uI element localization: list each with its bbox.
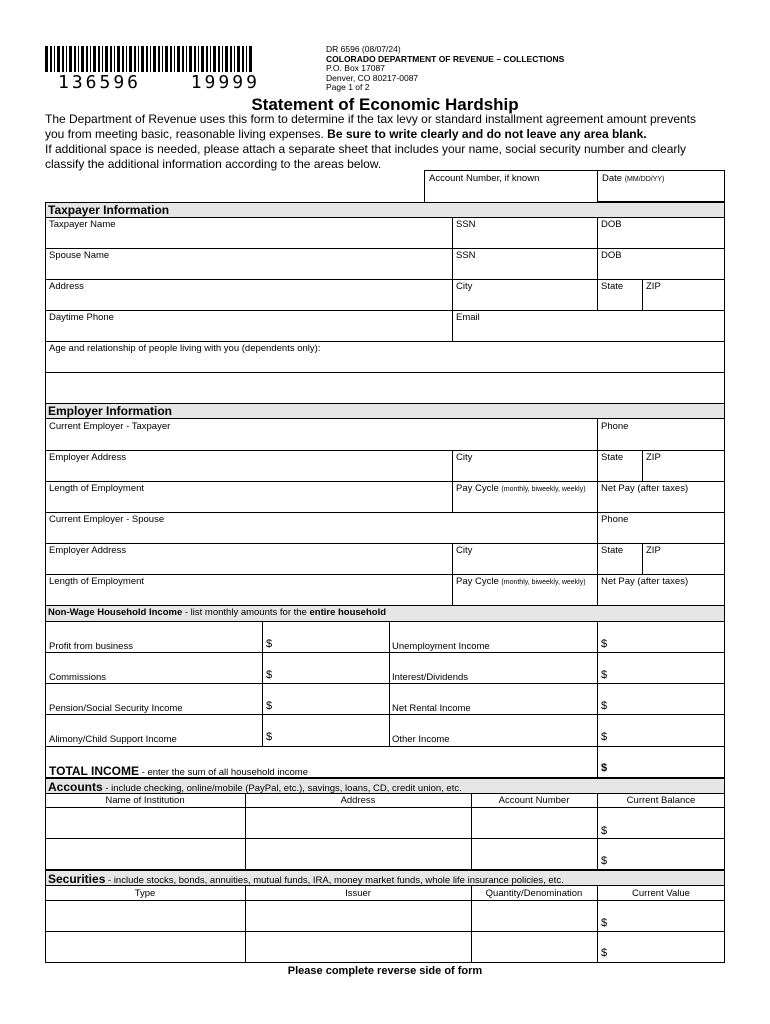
- employer-address-field[interactable]: Employer Address: [49, 452, 127, 463]
- barcode-bar: [74, 46, 76, 72]
- barcode-bar: [81, 46, 84, 72]
- income-heading-note: - list monthly amounts for the: [182, 607, 310, 618]
- barcode-bar: [165, 46, 168, 72]
- accounts-col-address: Address: [340, 795, 376, 806]
- barcode-bar: [201, 46, 204, 72]
- intro-line-3: If additional space is needed, please attach a separate sheet that includes your name, social security number and clearly: [45, 142, 687, 156]
- income-heading-title: Non-Wage Household Income: [48, 607, 183, 618]
- unemployment-income-input[interactable]: $: [601, 638, 608, 650]
- barcode-bar: [102, 46, 103, 72]
- address-field[interactable]: Address: [49, 281, 84, 292]
- barcode-bar: [146, 46, 148, 72]
- barcode-bar: [129, 46, 132, 72]
- barcode-bar: [177, 46, 180, 72]
- barcode-bar: [189, 46, 192, 72]
- spouse-length-of-employment-field[interactable]: Length of Employment: [49, 576, 145, 587]
- barcode-bar: [126, 46, 127, 72]
- barcode-bar: [45, 46, 48, 72]
- barcode-bar: [98, 46, 100, 72]
- spouse-pay-cycle-label: Pay Cycle: [456, 576, 499, 587]
- securities-col-type: Type: [134, 888, 156, 899]
- barcode-bar: [242, 46, 244, 72]
- barcode-bar: [222, 46, 223, 72]
- employer-state-field[interactable]: State: [601, 452, 624, 463]
- footer-note: Please complete reverse side of form: [287, 965, 483, 977]
- account-number-field[interactable]: [424, 170, 598, 202]
- commissions-label: Commissions: [49, 672, 107, 683]
- interest-dividends-label: Interest/Dividends: [392, 672, 469, 683]
- page-number: Page 1 of 2: [326, 82, 370, 92]
- securities-note: - include stocks, bonds, annuities, mutual funds, IRA, money market funds, whole life insurance policies, etc.: [105, 875, 564, 886]
- spouse-pay-cycle-field[interactable]: [456, 576, 586, 587]
- spouse-pay-cycle-note: (monthly, biweekly, weekly): [501, 579, 586, 586]
- profit-from-business-label: Profit from business: [49, 641, 133, 652]
- barcode-bar: [90, 46, 91, 72]
- barcode-bar: [174, 46, 175, 72]
- barcode-bar: [246, 46, 247, 72]
- accounts-col-balance: Current Balance: [626, 795, 696, 806]
- barcode-bar: [206, 46, 208, 72]
- pension-input[interactable]: $: [266, 700, 273, 712]
- department-name: COLORADO DEPARTMENT OF REVENUE – COLLECTIONS: [326, 53, 565, 64]
- security-1-value-input[interactable]: $: [601, 917, 608, 929]
- income-heading-emphasis: entire household: [309, 607, 387, 618]
- barcode-bar: [186, 46, 187, 72]
- daytime-phone-field[interactable]: Daytime Phone: [49, 312, 114, 323]
- employer-city-field[interactable]: City: [456, 452, 473, 463]
- securities-col-quantity: Quantity/Denomination: [485, 888, 583, 899]
- date-label-text: Date: [602, 173, 623, 184]
- commissions-input[interactable]: $: [266, 669, 273, 681]
- barcode-bar: [153, 46, 156, 72]
- city-address: Denver, CO 80217-0087: [326, 72, 419, 83]
- barcode-bar: [114, 46, 115, 72]
- dependents-field[interactable]: Age and relationship of people living with you (dependents only):: [49, 343, 321, 354]
- spouse-employer-address-field[interactable]: Employer Address: [49, 545, 127, 556]
- accounts-col-account-number: Account Number: [498, 795, 570, 806]
- barcode-bar: [213, 46, 216, 72]
- accounts-title: Accounts: [48, 780, 103, 794]
- intro-line-2: [45, 127, 745, 142]
- barcode-bar: [210, 46, 211, 72]
- spouse-ssn-field[interactable]: SSN: [456, 250, 476, 261]
- barcode-bars: [45, 46, 253, 72]
- barcode-bar: [150, 46, 151, 72]
- date-format: (MM/DD/YY): [624, 176, 665, 183]
- barcode-bar: [50, 46, 52, 72]
- pay-cycle-field[interactable]: [456, 483, 586, 494]
- barcode-bar: [225, 46, 228, 72]
- securities-col-value: Current Value: [632, 888, 690, 899]
- barcode-bar: [122, 46, 124, 72]
- date-label: [602, 173, 664, 184]
- dob-field[interactable]: DOB: [601, 219, 622, 230]
- pay-cycle-label: Pay Cycle: [456, 483, 499, 494]
- unemployment-income-label: Unemployment Income: [392, 641, 490, 652]
- barcode-bar: [78, 46, 79, 72]
- account-1-balance-input[interactable]: $: [601, 825, 608, 837]
- total-income-input[interactable]: $: [601, 762, 608, 774]
- form-header: [326, 45, 564, 93]
- account-number-label: Account Number, if known: [429, 173, 540, 184]
- intro-line-4: classify the additional information according to the areas below.: [45, 157, 382, 171]
- alimony-input[interactable]: $: [266, 731, 273, 743]
- barcode-bar: [158, 46, 160, 72]
- intro-text: [45, 112, 745, 172]
- net-rental-income-label: Net Rental Income: [392, 703, 471, 714]
- spouse-dob-field[interactable]: DOB: [601, 250, 622, 261]
- spouse-employer-state-field[interactable]: State: [601, 545, 624, 556]
- employer-zip-field[interactable]: ZIP: [646, 452, 661, 463]
- taxpayer-name-field[interactable]: Taxpayer Name: [49, 219, 116, 230]
- ssn-field[interactable]: SSN: [456, 219, 476, 230]
- barcode-bar: [93, 46, 96, 72]
- barcode-bar: [66, 46, 67, 72]
- intro-line-2b: Be sure to write clearly and do not leave any area blank.: [327, 127, 647, 141]
- total-income-title: TOTAL INCOME: [49, 764, 139, 778]
- spouse-employer-phone-field[interactable]: Phone: [601, 514, 629, 525]
- barcode-bar: [110, 46, 112, 72]
- total-income-note: - enter the sum of all household income: [139, 767, 308, 778]
- profit-from-business-input[interactable]: $: [266, 638, 273, 650]
- net-pay-field[interactable]: Net Pay (after taxes): [601, 483, 689, 494]
- barcode-bar: [86, 46, 88, 72]
- barcode-bar: [237, 46, 240, 72]
- email-field[interactable]: Email: [456, 312, 480, 323]
- zip-field[interactable]: ZIP: [646, 281, 661, 292]
- securities-col-issuer: Issuer: [345, 888, 371, 899]
- other-income-label: Other Income: [392, 734, 450, 745]
- barcode-bar: [69, 46, 72, 72]
- net-rental-income-input[interactable]: $: [601, 700, 608, 712]
- spouse-name-field[interactable]: Spouse Name: [49, 250, 110, 261]
- securities-title: Securities: [48, 872, 106, 886]
- barcode-bar: [54, 46, 55, 72]
- form-id: DR 6596 (08/07/24): [326, 44, 401, 54]
- employer-heading: Employer Information: [48, 404, 173, 418]
- intro-line-1: The Department of Revenue uses this form to determine if the tax levy or standard installment agreement amount prevents: [45, 112, 696, 126]
- barcode-bar: [230, 46, 232, 72]
- barcode-bar: [194, 46, 196, 72]
- length-of-employment-field[interactable]: Length of Employment: [49, 483, 145, 494]
- barcode-bar: [162, 46, 163, 72]
- pay-cycle-note: (monthly, biweekly, weekly): [501, 486, 586, 493]
- barcode-number-left: 136596: [58, 72, 142, 93]
- spouse-employer-zip-field[interactable]: ZIP: [646, 545, 661, 556]
- state-field[interactable]: State: [601, 281, 624, 292]
- income-heading: [48, 607, 386, 618]
- barcode-bar: [57, 46, 60, 72]
- interest-dividends-input[interactable]: $: [601, 669, 608, 681]
- accounts-note: - include checking, online/mobile (PayPal, etc.), savings, loans, CD, credit union, etc.: [102, 783, 462, 794]
- account-2-balance-input[interactable]: $: [601, 855, 608, 867]
- po-box: P.O. Box 17087: [326, 63, 385, 73]
- alimony-label: Alimony/Child Support Income: [49, 734, 177, 745]
- barcode-number: [58, 72, 260, 93]
- barcode: [45, 46, 253, 72]
- barcode-bar: [134, 46, 136, 72]
- employer-phone-field[interactable]: Phone: [601, 421, 629, 432]
- barcode-bar: [249, 46, 252, 72]
- barcode-bar: [62, 46, 64, 72]
- date-field[interactable]: [597, 170, 725, 202]
- city-field[interactable]: City: [456, 281, 473, 292]
- current-employer-spouse-field[interactable]: Current Employer - Spouse: [49, 514, 165, 525]
- barcode-bar: [105, 46, 108, 72]
- security-2-value-input[interactable]: $: [601, 947, 608, 959]
- barcode-bar: [182, 46, 184, 72]
- spouse-employer-city-field[interactable]: City: [456, 545, 473, 556]
- barcode-bar: [117, 46, 120, 72]
- other-income-input[interactable]: $: [601, 731, 608, 743]
- barcode-bar: [141, 46, 144, 72]
- intro-line-2a: you from meeting basic, reasonable living expenses.: [45, 127, 324, 141]
- accounts-col-institution: Name of Institution: [105, 795, 185, 806]
- spouse-net-pay-field[interactable]: Net Pay (after taxes): [601, 576, 689, 587]
- barcode-number-right: 19999: [190, 72, 260, 93]
- barcode-bar: [138, 46, 139, 72]
- barcode-bar: [234, 46, 235, 72]
- pension-label: Pension/Social Security Income: [49, 703, 183, 714]
- barcode-bar: [198, 46, 199, 72]
- current-employer-taxpayer-field[interactable]: Current Employer - Taxpayer: [49, 421, 171, 432]
- barcode-bar: [218, 46, 220, 72]
- barcode-bar: [170, 46, 172, 72]
- page-title: Statement of Economic Hardship: [251, 95, 519, 114]
- taxpayer-heading: Taxpayer Information: [48, 203, 170, 217]
